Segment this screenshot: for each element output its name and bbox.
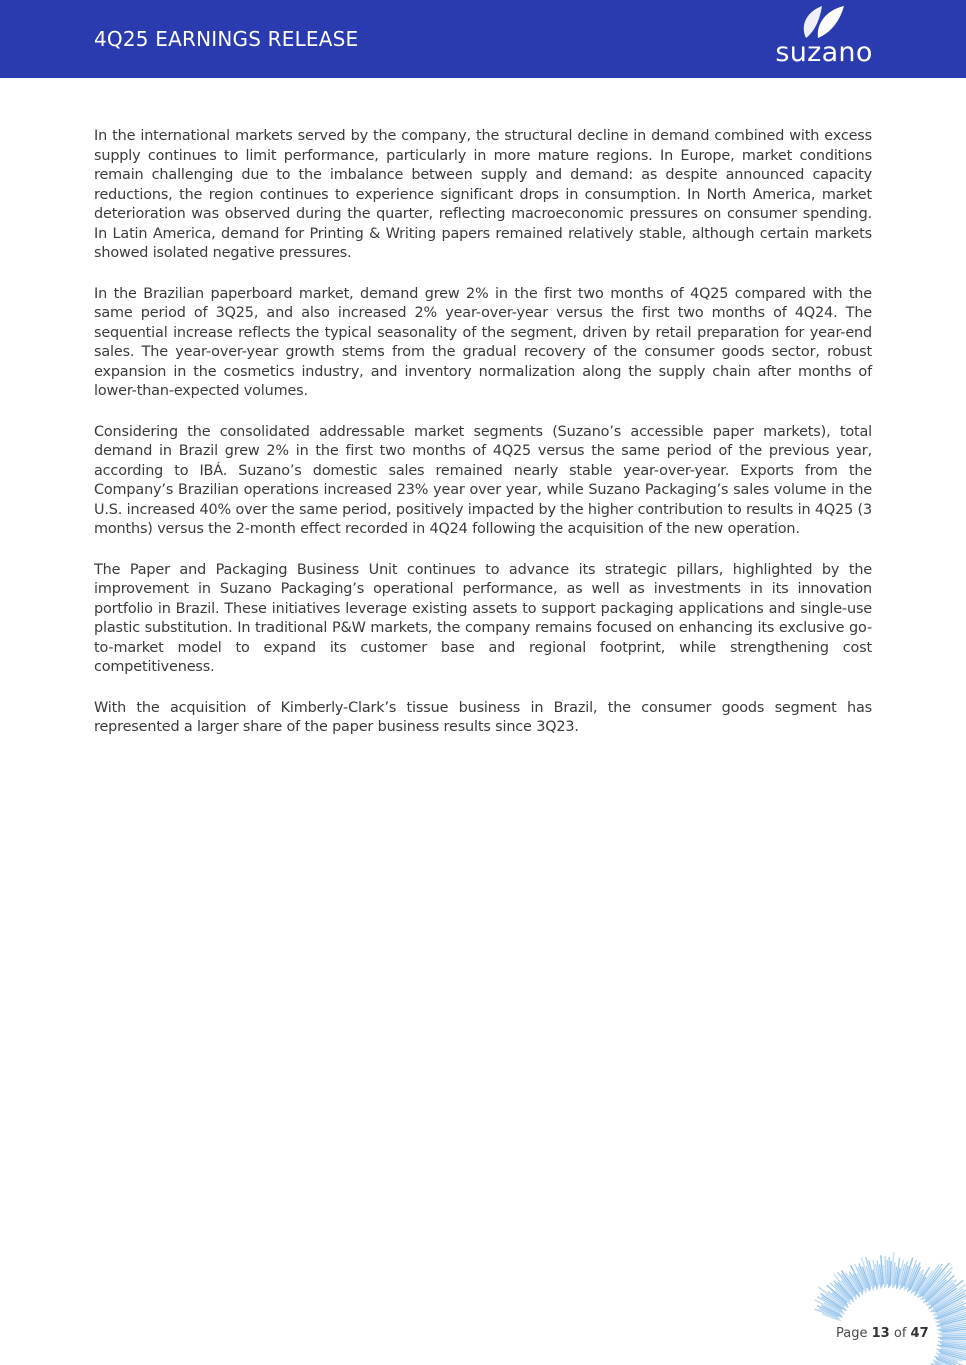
burst-line bbox=[940, 1339, 966, 1340]
page-of-label: of bbox=[893, 1326, 907, 1341]
page-label: Page bbox=[836, 1326, 868, 1341]
paragraph-addressable-market: Considering the consolidated addressable market segments (Suzano’s accessible paper markets), total demand in Brazil grew 2% in the first two months of 4Q25 versus the same period of the previous year, according to IBÁ. Suzano’s domestic sales remained nearly stable year-over-year. Exports from the Company’s Brazilian operations increased 23% year over year, while Suzano Packaging’s sales volume in the U.S. increased 40% over the same period, positively impacted by the higher contribution to results in 4Q25 (3 months) versus the 2-month effect recorded in 4Q24 following the acquisition of the new operation. bbox=[94, 423, 872, 537]
burst-line bbox=[890, 1261, 891, 1286]
page-number: 13 bbox=[871, 1326, 890, 1341]
paragraph-brazilian-paperboard: In the Brazilian paperboard market, demand grew 2% in the first two months of 4Q25 compared with the same period of 3Q25, and also increased 2% year-over-year versus the first two months of 4Q24. The sequential increase reflects the typical seasonality of the segment, driven by retail preparation for year-end sales. The year-over-year growth stems from the gradual recovery of the consumer goods sector, robust expansion in the cosmetics industry, and inventory normalization along the supply chain after months of lower-than-expected volumes. bbox=[94, 285, 872, 399]
paragraph-kimberly-clark: With the acquisition of Kimberly-Clark’s tissue business in Brazil, the consumer goods segment has represented a larger share of the paper business results since 3Q23. bbox=[94, 699, 872, 735]
paragraph-international-markets: In the international markets served by the company, the structural decline in demand combined with excess supply continues to limit performance, particularly in more mature regions. In Europe, market conditions remain challenging due to the imbalance between supply and demand: as despite announced capacity reductions, the region continues to experience significant drops in consumption. In North America, market deterioration was observed during the quarter, reflecting macroeconomic pressures on consumer spending. In Latin America, demand for Printing & Writing papers remained relatively stable, although certain markets showed isolated negative pressures. bbox=[94, 128, 872, 261]
burst-line bbox=[883, 1265, 884, 1288]
logo-wordmark: suzano bbox=[775, 37, 873, 68]
paragraph-business-unit: The Paper and Packaging Business Unit continues to advance its strategic pillars, highlighted by the improvement in Suzano Packaging’s operational performance, as well as investments in its innovation portfolio in Brazil. These initiatives leverage existing assets to support packaging applications and single-use plastic substitution. In traditional P&W markets, the company remains focused on enhancing its exclusive go-to-market model to expand its customer base and regional footprint, while strengthening cost competitiveness. bbox=[94, 561, 872, 675]
decorative-burst bbox=[756, 1220, 966, 1365]
page-footer bbox=[836, 1325, 936, 1343]
suzano-logo bbox=[768, 2, 880, 74]
page-header bbox=[0, 0, 966, 78]
document-title: 4Q25 EARNINGS RELEASE bbox=[94, 27, 359, 51]
body-text bbox=[94, 127, 872, 759]
page-total: 47 bbox=[910, 1326, 929, 1341]
